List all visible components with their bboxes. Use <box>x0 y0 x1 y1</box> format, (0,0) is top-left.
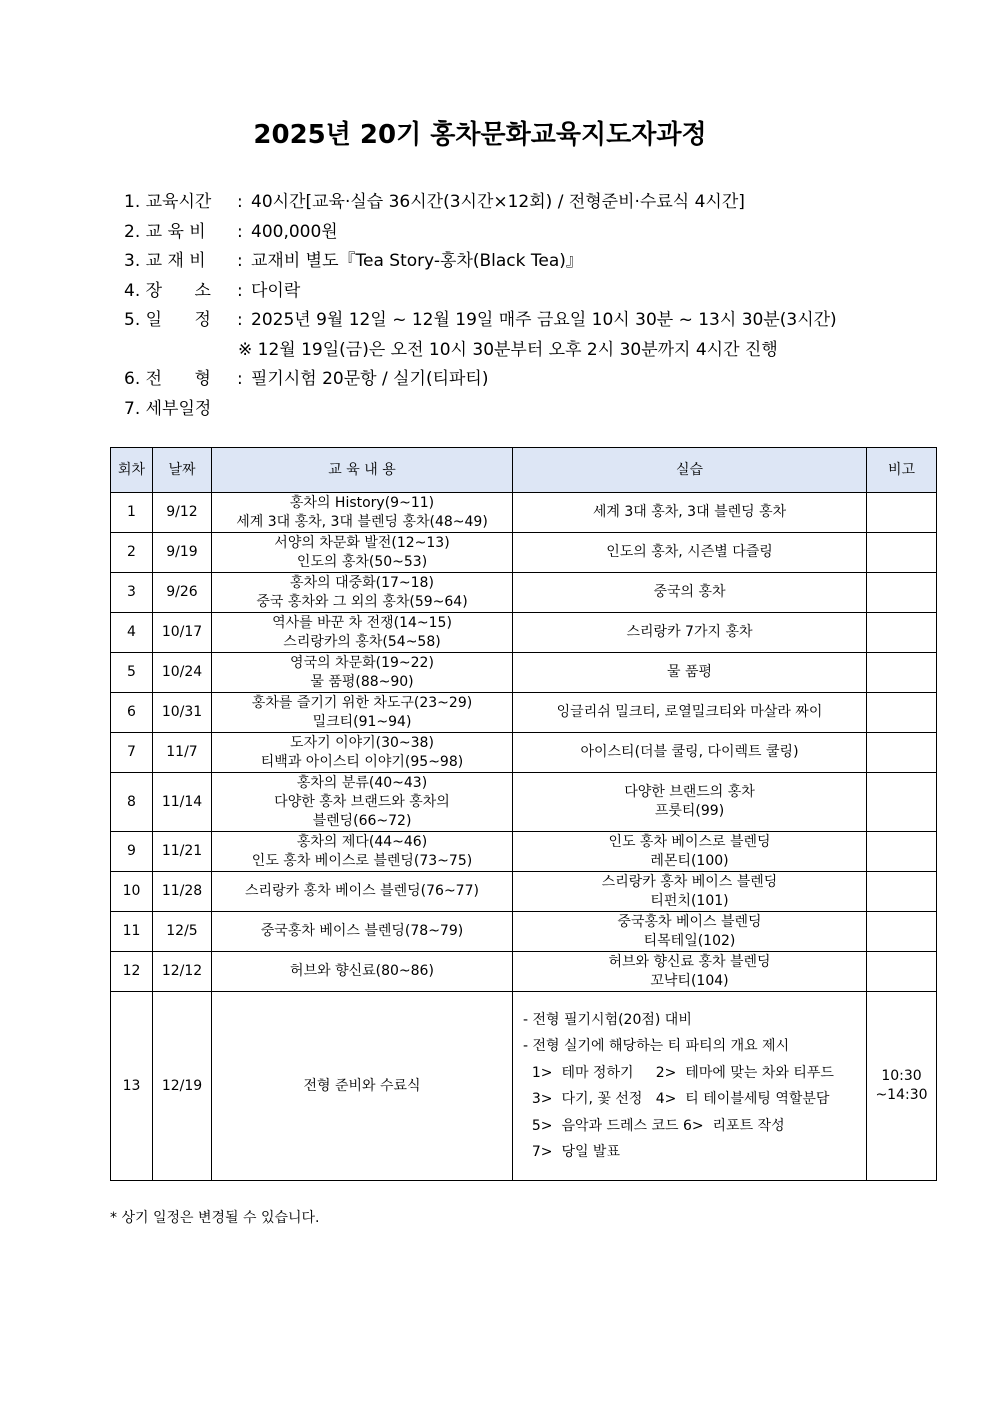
content-cell: 홍차의 제다(44~46) 인도 홍차 베이스로 블렌딩(73~75) <box>212 832 513 872</box>
schedule-row <box>111 952 937 992</box>
practice-cell: 중국홍차 베이스 블렌딩 티목테일(102) <box>513 912 867 952</box>
schedule-row <box>111 832 937 872</box>
content-cell: 서양의 차문화 발전(12~13) 인도의 홍차(50~53) <box>212 533 513 573</box>
info-colon: : <box>237 192 243 212</box>
session-cell: 6 <box>111 693 153 733</box>
practice-cell: 물 품평 <box>513 653 867 693</box>
info-value: 400,000원 <box>251 221 338 242</box>
session-cell: 11 <box>111 912 153 952</box>
document-title: 2025년 20기 홍차문화교육지도자과정 <box>253 120 707 150</box>
date-cell: 12/12 <box>153 952 212 992</box>
practice-cell: 인도 홍차 베이스로 블렌딩 레몬티(100) <box>513 832 867 872</box>
practice-cell: 다양한 브랜드의 홍차 프룻티(99) <box>513 773 867 832</box>
date-cell: 11/7 <box>153 733 212 773</box>
note-cell: 10:30 ~14:30 <box>867 992 937 1181</box>
date-cell: 9/26 <box>153 573 212 613</box>
practice-cell: 인도의 홍차, 시즌별 다즐링 <box>513 533 867 573</box>
content-cell: 홍차의 대중화(17~18) 중국 홍차와 그 외의 홍차(59~64) <box>212 573 513 613</box>
note-cell <box>867 733 937 773</box>
schedule-row <box>111 733 937 773</box>
practice-item: 3> 다기, 꽃 선정 4> 티 테이블세팅 역할분담 <box>523 1091 830 1107</box>
content-cell: 홍차를 즐기기 위한 차도구(23~29) 밀크티(91~94) <box>212 693 513 733</box>
date-cell: 11/28 <box>153 872 212 912</box>
practice-cell: 세계 3대 홍차, 3대 블렌딩 홍차 <box>513 493 867 533</box>
session-cell: 8 <box>111 773 153 832</box>
info-value: 다이락 <box>251 280 301 301</box>
practice-item: 5> 음악과 드레스 코드 6> 리포트 작성 <box>523 1117 785 1134</box>
session-cell: 5 <box>111 653 153 693</box>
info-label: 5. 일 정 <box>124 310 211 330</box>
session-cell: 7 <box>111 733 153 773</box>
date-cell: 10/31 <box>153 693 212 733</box>
session-cell: 9 <box>111 832 153 872</box>
header-content: 교 육 내 용 <box>212 448 513 493</box>
info-row <box>124 306 837 336</box>
practice-item: 1> 테마 정하기 2> 테마에 맞는 차와 티푸드 <box>523 1064 834 1081</box>
session-cell: 12 <box>111 952 153 992</box>
practice-cell <box>513 992 867 1181</box>
content-cell: 도자기 이야기(30~38) 티백과 아이스티 이야기(95~98) <box>212 733 513 773</box>
note-cell <box>867 832 937 872</box>
schedule-row <box>111 872 937 912</box>
info-colon: : <box>237 369 243 389</box>
date-cell: 10/17 <box>153 613 212 653</box>
content-cell: 영국의 차문화(19~22) 물 품평(88~90) <box>212 653 513 693</box>
header-practice: 실습 <box>513 448 867 493</box>
info-row <box>124 188 837 218</box>
schedule-header-row <box>111 448 937 493</box>
schedule-row <box>111 613 937 653</box>
schedule-row <box>111 693 937 733</box>
note-cell <box>867 533 937 573</box>
content-cell: 전형 준비와 수료식 <box>212 992 513 1181</box>
course-info-list <box>124 188 837 424</box>
schedule-table <box>110 447 937 1181</box>
content-cell: 중국홍차 베이스 블렌딩(78~79) <box>212 912 513 952</box>
note-cell <box>867 693 937 733</box>
info-colon: : <box>237 251 243 271</box>
content-cell: 스리랑카 홍차 베이스 블렌딩(76~77) <box>212 872 513 912</box>
footnote: * 상기 일정은 변경될 수 있습니다. <box>110 1210 320 1226</box>
note-cell <box>867 952 937 992</box>
session-cell: 13 <box>111 992 153 1181</box>
practice-item: - 전형 필기시험(20점) 대비 <box>523 1011 692 1028</box>
session-cell: 1 <box>111 493 153 533</box>
info-label: 7. 세부일정 <box>124 398 212 419</box>
practice-cell: 잉글리쉬 밀크티, 로열밀크티와 마살라 짜이 <box>513 693 867 733</box>
note-cell <box>867 773 937 832</box>
info-value: 2025년 9월 12일 ~ 12월 19일 매주 금요일 10시 30분 ~ 13시 30분(3시간) <box>251 310 837 330</box>
note-cell <box>867 493 937 533</box>
content-cell: 홍차의 분류(40~43) 다양한 홍차 브랜드와 홍차의 블렌딩(66~72) <box>212 773 513 832</box>
schedule-row <box>111 533 937 573</box>
info-row <box>124 218 837 248</box>
info-row <box>124 247 837 277</box>
info-colon: : <box>237 280 243 301</box>
info-label: 3. 교 재 비 <box>124 251 206 271</box>
date-cell: 11/21 <box>153 832 212 872</box>
content-cell: 홍차의 History(9~11) 세계 3대 홍차, 3대 블렌딩 홍차(48~49) <box>212 493 513 533</box>
note-cell <box>867 912 937 952</box>
info-label: 4. 장 소 <box>124 280 211 301</box>
practice-item: - 전형 실기에 해당하는 티 파티의 개요 제시 <box>523 1038 790 1054</box>
schedule-row <box>111 992 937 1181</box>
info-value: 40시간[교육·실습 36시간(3시간×12회) / 전형준비·수료식 4시간] <box>251 192 745 212</box>
date-cell: 10/24 <box>153 653 212 693</box>
session-cell: 10 <box>111 872 153 912</box>
schedule-row <box>111 773 937 832</box>
content-cell: 역사를 바꾼 차 전쟁(14~15) 스리랑카의 홍차(54~58) <box>212 613 513 653</box>
schedule-row <box>111 653 937 693</box>
info-note: ※ 12월 19일(금)은 오전 10시 30분부터 오후 2시 30분까지 4시간 진행 <box>238 339 778 360</box>
info-value: 교재비 별도『Tea Story-홍차(Black Tea)』 <box>251 251 583 271</box>
info-colon: : <box>237 221 243 242</box>
date-cell: 12/19 <box>153 992 212 1181</box>
schedule-row <box>111 493 937 533</box>
note-cell <box>867 653 937 693</box>
practice-item: 7> 당일 발표 <box>523 1144 620 1160</box>
header-session: 회차 <box>111 448 153 493</box>
info-row <box>124 365 837 395</box>
note-cell <box>867 613 937 653</box>
session-cell: 4 <box>111 613 153 653</box>
info-row <box>124 277 837 307</box>
practice-cell: 스리랑카 7가지 홍차 <box>513 613 867 653</box>
practice-cell: 허브와 향신료 홍차 블렌딩 꼬냑티(104) <box>513 952 867 992</box>
schedule-row <box>111 912 937 952</box>
practice-cell: 스리랑카 홍차 베이스 블렌딩 티펀치(101) <box>513 872 867 912</box>
note-cell <box>867 872 937 912</box>
info-colon: : <box>237 310 243 330</box>
note-cell <box>867 573 937 613</box>
info-row <box>124 336 837 366</box>
schedule-row <box>111 573 937 613</box>
session-cell: 2 <box>111 533 153 573</box>
header-note: 비고 <box>867 448 937 493</box>
info-label: 1. 교육시간 <box>124 192 212 212</box>
info-label: 6. 전 형 <box>124 369 211 389</box>
session-cell: 3 <box>111 573 153 613</box>
date-cell: 9/12 <box>153 493 212 533</box>
practice-cell: 아이스티(더블 쿨링, 다이렉트 쿨링) <box>513 733 867 773</box>
practice-cell: 중국의 홍차 <box>513 573 867 613</box>
header-date: 날짜 <box>153 448 212 493</box>
info-label: 2. 교 육 비 <box>124 221 206 242</box>
date-cell: 12/5 <box>153 912 212 952</box>
content-cell: 허브와 향신료(80~86) <box>212 952 513 992</box>
date-cell: 9/19 <box>153 533 212 573</box>
info-row <box>124 395 837 425</box>
info-value: 필기시험 20문항 / 실기(티파티) <box>251 369 489 389</box>
date-cell: 11/14 <box>153 773 212 832</box>
